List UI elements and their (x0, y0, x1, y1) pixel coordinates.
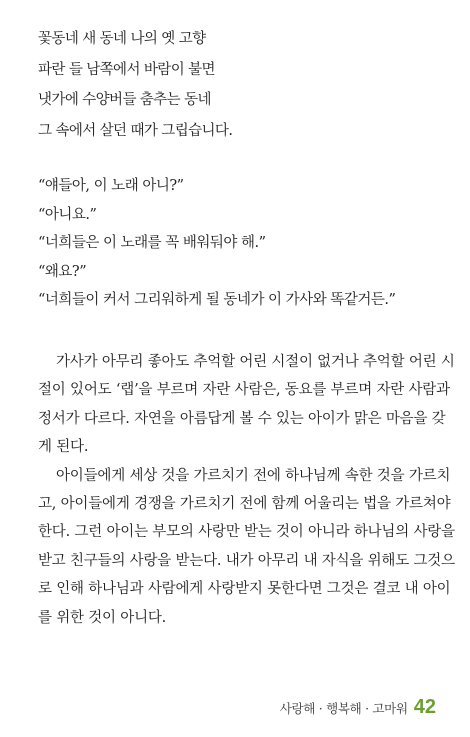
paragraph-line: 한다. 그런 아이는 부모의 사랑만 받는 것이 아니라 하나님의 사랑을 (38, 524, 455, 541)
dialogue-line: “왜요?” (38, 263, 87, 280)
dialogue-block (38, 172, 448, 315)
paragraph-line: 정서가 다르다. 자연을 아름답게 볼 수 있는 아이가 맑은 마음을 갖 (38, 410, 446, 427)
poem-block (38, 24, 438, 146)
dialogue-line: “너희들이 커서 그리워하게 될 동네가 이 가사와 똑같거든.” (38, 292, 396, 309)
poem-line: 그 속에서 살던 때가 그립습니다. (38, 122, 233, 139)
paragraph-line: 아이들에게 세상 것을 가르치기 전에 하나님께 속한 것을 가르치 (56, 467, 451, 484)
dialogue-line: “아니요.” (38, 206, 97, 223)
paragraph-line: 절이 있어도 ‘랩’을 부르며 자란 사람은, 동요를 부르며 자란 사람과 (38, 382, 450, 399)
paragraph-line: 가사가 아무리 좋아도 추억할 어린 시절이 없거나 추억할 어린 시 (56, 354, 455, 370)
paragraph-line: 로 인해 하나님과 사람에게 사랑받지 못한다면 그것은 결코 내 아이 (38, 581, 451, 598)
dialogue-line: “얘들아, 이 노래 아니?” (38, 178, 184, 194)
poem-line: 냇가에 수양버들 춤추는 동네 (38, 92, 211, 108)
poem-line: 꽃동네 새 동네 나의 옛 고향 (38, 31, 206, 47)
page-number: 42 (413, 696, 436, 718)
paragraph-line: 를 위한 것이 아니다. (38, 609, 167, 626)
page-footer (280, 696, 436, 719)
paragraph-line: 게 된다. (38, 439, 89, 456)
prose-block (38, 348, 455, 632)
paragraph-line: 고, 아이들에게 경쟁을 가르치기 전에 함께 어울리는 법을 가르쳐야 (38, 495, 451, 512)
running-title: 사랑해 · 행복해 · 고마워 (279, 701, 408, 716)
paragraph-line: 받고 친구들의 사랑을 받는다. 내가 아무리 내 자식을 위해도 그것으 (38, 552, 455, 569)
poem-line: 파란 들 남쪽에서 바람이 불면 (38, 61, 215, 78)
dialogue-line: “너희들은 이 노래를 꼭 배워둬야 해.” (38, 235, 266, 252)
